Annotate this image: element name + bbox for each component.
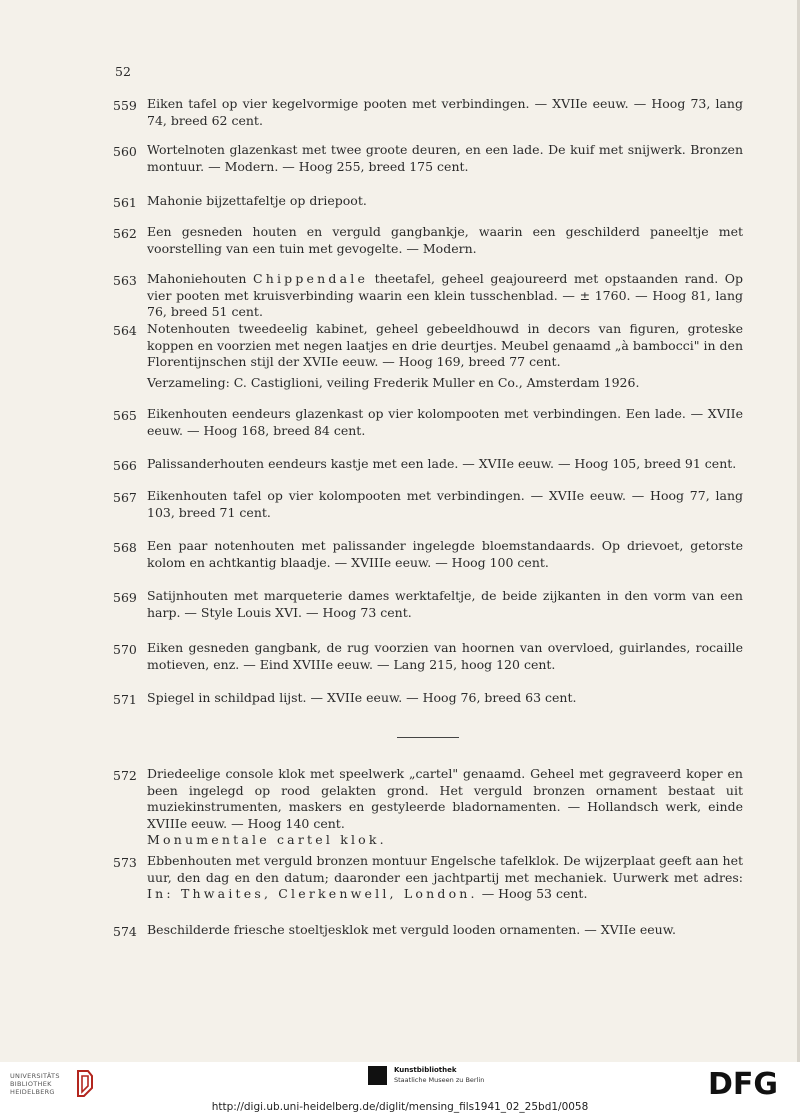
section-divider (397, 737, 459, 738)
entry-text: Driedeelige console klok met speelwerk „cartel" genaamd. Geheel met gegraveerd koper en been ingelegd op rood gelakten grond. Het verguld bronzen ornament bestaat uit muziekinstrumenten, maskers en gestyleerde bladornamenten. — Hollandsch werk, einde XVIIIe eeuw. — Hoog 140 cent. (147, 766, 743, 831)
entry-number: 567 (113, 490, 137, 505)
entry-number: 559 (113, 98, 137, 113)
entry-text: Satijnhouten met marqueterie dames werktafeltje, de beide zijkanten in den vorm van een harp. — Style Louis XVI. — Hoog 73 cent. (147, 588, 743, 620)
entry-568 (113, 538, 743, 571)
page-number: 52 (115, 64, 131, 79)
entry-number: 574 (113, 924, 137, 939)
entry-571 (113, 690, 743, 707)
entry-566 (113, 456, 743, 473)
entry-570 (113, 640, 743, 673)
maker-address: In: Thwaites, Clerkenwell, London. (147, 886, 478, 901)
entry-number: 570 (113, 642, 137, 657)
entry-number: 563 (113, 273, 137, 288)
entry-text: Eiken gesneden gangbank, de rug voorzien van hoornen van overvloed, guirlandes, rocaille motieven, enz. — Eind XVIIIe eeuw. — Lang 215, hoog 120 cent. (147, 640, 743, 672)
entry-567 (113, 488, 743, 521)
maker-name: Chippendale (252, 271, 369, 286)
entry-562 (113, 224, 743, 257)
entry-number: 566 (113, 458, 137, 473)
entry-561 (113, 193, 743, 210)
entry-560 (113, 142, 743, 175)
entry-number: 569 (113, 590, 137, 605)
entry-number: 568 (113, 540, 137, 555)
entry-number: 561 (113, 195, 137, 210)
heidelberg-logo-icon (74, 1068, 96, 1102)
entry-text: Een gesneden houten en verguld gangbankje, waarin een geschilderd paneeltje met voorstelling van een tuin met gevogelte. — Modern. (147, 224, 743, 256)
entry-text: Ebbenhouten met verguld bronzen montuur Engelsche tafelklok. De wijzerplaat geeft aan het uur, den dag en den datum; daaronder een jachtpartij met mechaniek. Uurwerk met adres: In: Thwaites, Clerkenwell, London. — Hoog 53 cent. (147, 853, 743, 901)
entry-text: Een paar notenhouten met palissander ingelegde bloemstandaards. Op drievoet, getorste kolom en achtkantig blaadje. — XVIIIe eeuw. — Hoog 100 cent. (147, 538, 743, 570)
provenance-text: Verzameling: C. Castiglioni, veiling Frederik Muller en Co., Amsterdam 1926. (147, 374, 640, 390)
entry-number: 572 (113, 768, 137, 783)
entry-number: 560 (113, 144, 137, 159)
entry-559 (113, 96, 743, 129)
entry-text: Notenhouten tweedeelig kabinet, geheel gebeeldhouwd in decors van figuren, groteske koppen en voorzien met negen laatjes en drie deurtjes. Meubel genaamd „à bambocci" in den Florentijnschen stijl der XVIIe eeuw. — Hoog 169, breed 77 cent. (147, 321, 743, 369)
entry-number: 571 (113, 692, 137, 707)
entry-number: 562 (113, 226, 137, 241)
entry-574 (113, 922, 743, 939)
entry-text: Mahonie bijzettafeltje op driepoot. (147, 193, 367, 208)
svg-text:DFG: DFG (708, 1068, 779, 1098)
entry-565 (113, 406, 743, 439)
entry-subtitle: Monumentale cartel klok. (147, 832, 387, 847)
entry-number: 565 (113, 408, 137, 423)
entry-text: Eikenhouten eendeurs glazenkast op vier kolompooten met verbindingen. Een lade. — XVIIe eeuw. — Hoog 168, breed 84 cent. (147, 406, 743, 438)
kunstbibliothek-square-icon (368, 1066, 387, 1085)
entry-564 (113, 321, 743, 391)
source-url[interactable]: http://digi.ub.uni-heidelberg.de/diglit/mensing_fils1941_02_25bd1/0058 (211, 1101, 589, 1113)
entry-text: Eikenhouten tafel op vier kolompooten met verbindingen. — XVIIe eeuw. — Hoog 77, lang 103, breed 71 cent. (147, 488, 743, 520)
entry-text: Eiken tafel op vier kegelvormige pooten met verbindingen. — XVIIe eeuw. — Hoog 73, lang 74, breed 62 cent. (147, 96, 743, 128)
entry-text: Mahoniehouten Chippendale theetafel, geheel geajoureerd met opstaanden rand. Op vier pooten met kruisverbinding waarin een klein tusschenblad. — ± 1760. — Hoog 81, lang 76, breed 51 cent. (147, 271, 743, 319)
entry-563 (113, 271, 743, 321)
university-library-label: UNIVERSITÄTS BIBLIOTHEK HEIDELBERG (10, 1072, 60, 1096)
entry-573 (113, 853, 743, 903)
entry-569 (113, 588, 743, 621)
entry-number: 573 (113, 855, 137, 870)
entry-text: Beschilderde friesche stoeltjesklok met verguld looden ornamenten. — XVIIe eeuw. (147, 922, 676, 937)
entry-text: Wortelnoten glazenkast met twee groote deuren, en een lade. De kuif met snijwerk. Bronzen montuur. — Modern. — Hoog 255, breed 175 cent. (147, 142, 743, 174)
entry-text: Palissanderhouten eendeurs kastje met een lade. — XVIIe eeuw. — Hoog 105, breed 91 cent. (147, 456, 737, 471)
entry-572 (113, 766, 743, 849)
entry-text: Spiegel in schildpad lijst. — XVIIe eeuw. — Hoog 76, breed 63 cent. (147, 690, 577, 705)
dfg-logo (708, 1068, 792, 1098)
entry-number: 564 (113, 323, 137, 338)
